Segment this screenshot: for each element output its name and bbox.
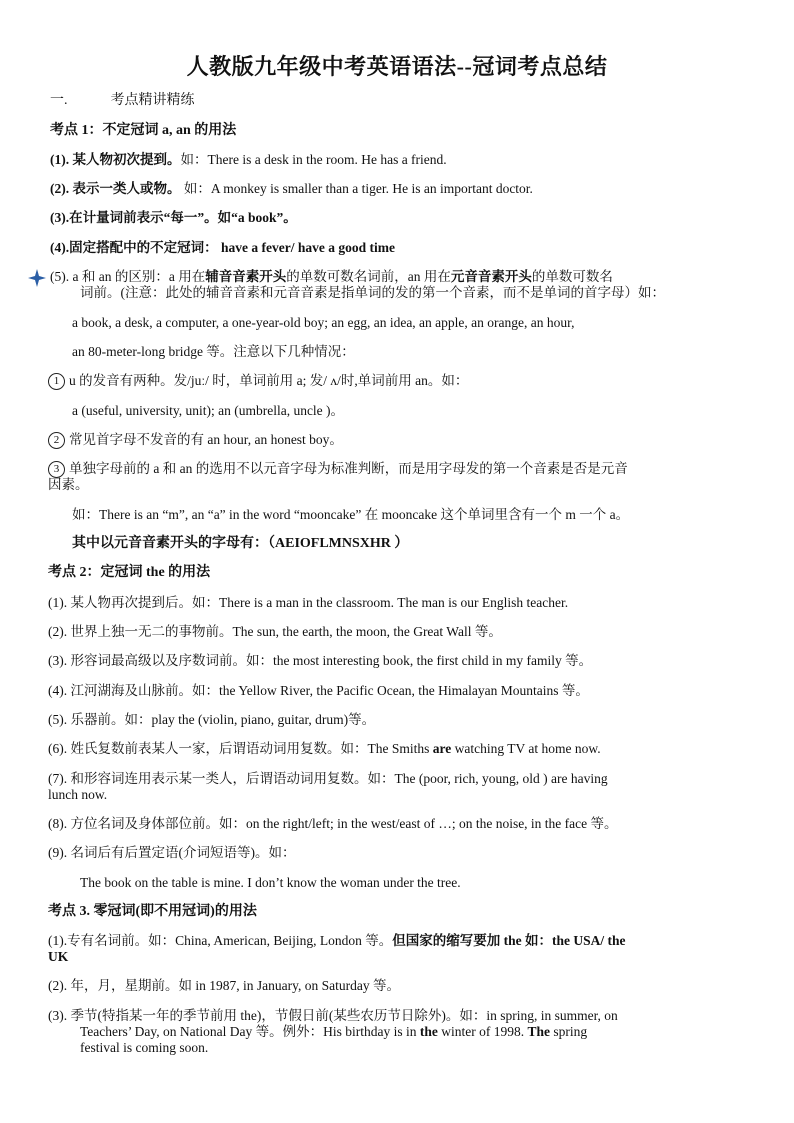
vowel-letters-note bbox=[72, 532, 408, 555]
item-label: (2). 表示一类人或物。 bbox=[50, 181, 181, 196]
topic-2-item-7-line-2: lunch now. bbox=[48, 787, 108, 802]
item-label: (4).固定搭配中的不定冠词： bbox=[50, 240, 218, 255]
case-3-line-2: 因素。 bbox=[48, 477, 89, 492]
item-text: have a fever/ have a good time bbox=[217, 240, 395, 255]
example-line: an 80-meter-long bridge 等。注意以下几种情况： bbox=[72, 344, 355, 359]
item-text: 如：A monkey is smaller than a tiger. He is an important doctor. bbox=[180, 181, 533, 196]
page-title: 人教版九年级中考英语语法--冠词考点总结 bbox=[186, 54, 608, 79]
case-2 bbox=[48, 431, 343, 449]
topic-3-item-1-line-2: UK bbox=[48, 949, 69, 964]
emphasis-segment: are bbox=[432, 741, 452, 756]
section-number: 一. bbox=[50, 93, 68, 108]
topic-1-item-4 bbox=[50, 239, 395, 256]
section-heading bbox=[50, 92, 195, 109]
topic-3-item-3-line-2 bbox=[80, 1023, 587, 1040]
topic-2-item-3: (3). 形容词最高级以及序数词前。如：the most interesting book, the first child in my family 等。 bbox=[48, 653, 593, 668]
emphasis-segment: 但国家的缩写要加 the 如：the USA/ the bbox=[392, 933, 626, 948]
topic-1-item-2 bbox=[50, 180, 533, 197]
example-line: 如：There is an “m”, an “a” in the word “mooncake” 在 mooncake 这个单词里含有一个 m 一个 a。 bbox=[72, 507, 630, 522]
text-segment: spring bbox=[549, 1024, 588, 1039]
text-segment: watching TV at home now. bbox=[451, 741, 601, 756]
text-segment: Teachers’ Day, on National Day 等。例外：His birthday is in bbox=[80, 1024, 420, 1039]
topic-2-item-9: (9). 名词后有后置定语(介词短语等)。如： bbox=[48, 845, 296, 860]
topic-2-item-6 bbox=[48, 740, 601, 757]
section-label: 考点精讲精练 bbox=[110, 93, 195, 108]
topic-1-heading: 考点 1：不定冠词 a, an 的用法 bbox=[50, 123, 237, 138]
text-segment: (6). 姓氏复数前表某人一家，后谓语动词用复数。如：The Smiths bbox=[48, 741, 433, 756]
topic-2-item-7: (7). 和形容词连用表示某一类人，后谓语动词用复数。如：The (poor, rich, young, old ) are having bbox=[48, 771, 608, 786]
example-line: a (useful, university, unit); an (umbrella, uncle )。 bbox=[72, 403, 345, 418]
text-segment: 的单数可数名词前，an 用在 bbox=[286, 269, 451, 284]
topic-3-item-3: (3). 季节(特指某一年的季节前用 the)，节假日前(某些农历节日除外)。如：in spring, in summer, on bbox=[48, 1008, 618, 1023]
example-line: a book, a desk, a computer, a one-year-old boy; an egg, an idea, an apple, an orange, an hour, bbox=[72, 315, 575, 330]
topic-1-item-1 bbox=[50, 151, 447, 168]
case-text: 单独字母前的 a 和 an 的选用不以元音字母为标准判断，而是用字母发的第一个音素是否是元音 bbox=[69, 461, 628, 476]
example-line: The book on the table is mine. I don’t know the woman under the tree. bbox=[80, 875, 461, 890]
topic-3-item-1 bbox=[48, 932, 625, 949]
emphasis-segment: 辅音音素开头 bbox=[205, 269, 287, 284]
topic-2-item-4: (4). 江河湖海及山脉前。如：the Yellow River, the Pacific Ocean, the Himalayan Mountains 等。 bbox=[48, 683, 589, 698]
topic-3-item-3-line-3: festival is coming soon. bbox=[80, 1040, 209, 1055]
topic-3-heading: 考点 3. 零冠词(即不用冠词)的用法 bbox=[48, 904, 257, 919]
topic-2-item-5: (5). 乐器前。如：play the (violin, piano, guitar, drum)等。 bbox=[48, 712, 376, 727]
item-label: (1). 某人物初次提到。 bbox=[50, 152, 181, 167]
case-3 bbox=[48, 460, 628, 478]
topic-1-item-5-line-2: 词前。(注意：此处的辅音音素和元音音素是指单词的发的第一个音素，而不是单词的首字母）如： bbox=[80, 285, 665, 300]
circled-number: 2 bbox=[48, 432, 65, 449]
emphasis-segment: the bbox=[419, 1024, 438, 1039]
topic-1-item-3: (3).在计量词前表示“每一”。如“a book”。 bbox=[50, 210, 297, 225]
case-text: u 的发音有两种。发/juː/ 时，单词前用 a; 发/ ʌ/时,单词前用 an。如： bbox=[69, 373, 469, 388]
text-segment: winter of 1998. bbox=[437, 1024, 528, 1039]
case-text: 常见首字母不发音的有 an hour, an honest boy。 bbox=[69, 432, 343, 447]
topic-2-item-1: (1). 某人物再次提到后。如：There is a man in the classroom. The man is our English teacher. bbox=[48, 595, 569, 610]
text-segment: (1).专有名词前。如：China, American, Beijing, London 等。 bbox=[48, 933, 393, 948]
topic-3-item-2: (2). 年，月，星期前。如 in 1987, in January, on Saturday 等。 bbox=[48, 978, 400, 993]
topic-2-heading: 考点 2：定冠词 the 的用法 bbox=[48, 565, 211, 580]
topic-2-item-2: (2). 世界上独一无二的事物前。The sun, the earth, the moon, the Great Wall 等。 bbox=[48, 624, 502, 639]
case-1 bbox=[48, 372, 468, 390]
text-segment: 的单数可数名 bbox=[531, 269, 613, 284]
emphasis-segment: 元音音素开头 bbox=[450, 269, 532, 284]
emphasis-segment: The bbox=[527, 1024, 550, 1039]
note-text: 其中以元音音素开头的字母有：（AEIOFLMNSXHR ） bbox=[72, 536, 409, 551]
circled-number: 1 bbox=[48, 373, 65, 390]
text-segment: (5). a 和 an 的区别：a 用在 bbox=[50, 269, 206, 284]
circled-number: 3 bbox=[48, 461, 65, 478]
topic-2-item-8: (8). 方位名词及身体部位前。如：on the right/left; in the west/east of …; on the noise, in the face 等。 bbox=[48, 816, 618, 831]
item-text: 如：There is a desk in the room. He has a friend. bbox=[180, 152, 447, 167]
topic-1-item-5 bbox=[50, 268, 613, 285]
plus-icon[interactable] bbox=[27, 268, 47, 288]
